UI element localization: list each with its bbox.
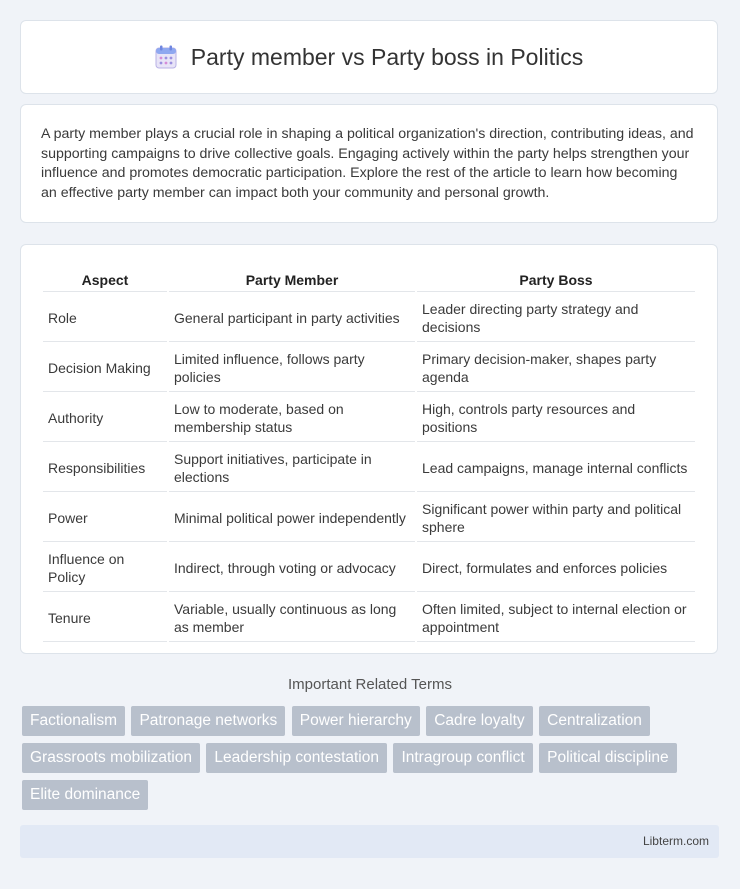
table-row: [43, 494, 695, 542]
cell-party-member: General participant in party activities: [169, 294, 415, 342]
column-header-aspect: Aspect: [43, 267, 167, 292]
cell-aspect: Influence on Policy: [43, 544, 167, 592]
table-row: [43, 594, 695, 642]
tag-patronage-networks[interactable]: Patronage networks: [131, 706, 285, 736]
table-row: [43, 344, 695, 392]
cell-party-boss: Often limited, subject to internal election or appointment: [417, 594, 695, 642]
cell-party-boss: Significant power within party and political sphere: [417, 494, 695, 542]
cell-party-member: Low to moderate, based on membership status: [169, 394, 415, 442]
comparison-card: [20, 244, 718, 654]
column-header-party-boss: Party Boss: [417, 267, 695, 292]
footer-site-link[interactable]: Libterm.com: [642, 834, 709, 848]
table-row: [43, 294, 695, 342]
column-header-party-member: Party Member: [169, 267, 415, 292]
table-header-row: [43, 267, 695, 292]
intro-card: [20, 104, 718, 223]
cell-aspect: Tenure: [43, 594, 167, 642]
comparison-table: [41, 265, 697, 644]
cell-aspect: Responsibilities: [43, 444, 167, 492]
cell-party-boss: Lead campaigns, manage internal conflicts: [417, 444, 695, 492]
header-card: [20, 20, 718, 94]
cell-party-boss: Leader directing party strategy and decisions: [417, 294, 695, 342]
cell-party-member: Variable, usually continuous as long as member: [169, 594, 415, 642]
calendar-icon: [155, 45, 177, 69]
tag-factionalism[interactable]: Factionalism: [22, 706, 125, 736]
tag-grassroots-mobilization[interactable]: Grassroots mobilization: [22, 743, 200, 773]
cell-party-member: Minimal political power independently: [169, 494, 415, 542]
intro-text: A party member plays a crucial role in shaping a political organization's direction, contributing ideas, and supporting campaigns to drive collective goals. Engaging actively within the party helps strengthen your influence and promotes democratic participation. Explore the rest of the article to learn how becoming an effective party member can impact both your community and personal growth.: [41, 126, 694, 201]
tag-elite-dominance[interactable]: Elite dominance: [22, 780, 148, 810]
footer: [20, 825, 719, 858]
cell-party-member: Support initiatives, participate in elections: [169, 444, 415, 492]
tag-intragroup-conflict[interactable]: Intragroup conflict: [393, 743, 532, 773]
cell-aspect: Role: [43, 294, 167, 342]
tag-leadership-contestation[interactable]: Leadership contestation: [206, 743, 387, 773]
cell-party-member: Limited influence, follows party policies: [169, 344, 415, 392]
cell-party-boss: High, controls party resources and positions: [417, 394, 695, 442]
table-row: [43, 394, 695, 442]
cell-party-boss: Direct, formulates and enforces policies: [417, 544, 695, 592]
tag-centralization[interactable]: Centralization: [539, 706, 650, 736]
table-row: [43, 544, 695, 592]
cell-party-member: Indirect, through voting or advocacy: [169, 544, 415, 592]
cell-aspect: Power: [43, 494, 167, 542]
cell-party-boss: Primary decision-maker, shapes party agenda: [417, 344, 695, 392]
tag-power-hierarchy[interactable]: Power hierarchy: [292, 706, 420, 736]
tag-political-discipline[interactable]: Political discipline: [539, 743, 676, 773]
related-terms-list: [22, 706, 722, 817]
page-title: Party member vs Party boss in Politics: [190, 43, 584, 70]
table-row: [43, 444, 695, 492]
cell-aspect: Decision Making: [43, 344, 167, 392]
related-terms-title: Important Related Terms: [288, 676, 452, 693]
cell-aspect: Authority: [43, 394, 167, 442]
tag-cadre-loyalty[interactable]: Cadre loyalty: [426, 706, 532, 736]
